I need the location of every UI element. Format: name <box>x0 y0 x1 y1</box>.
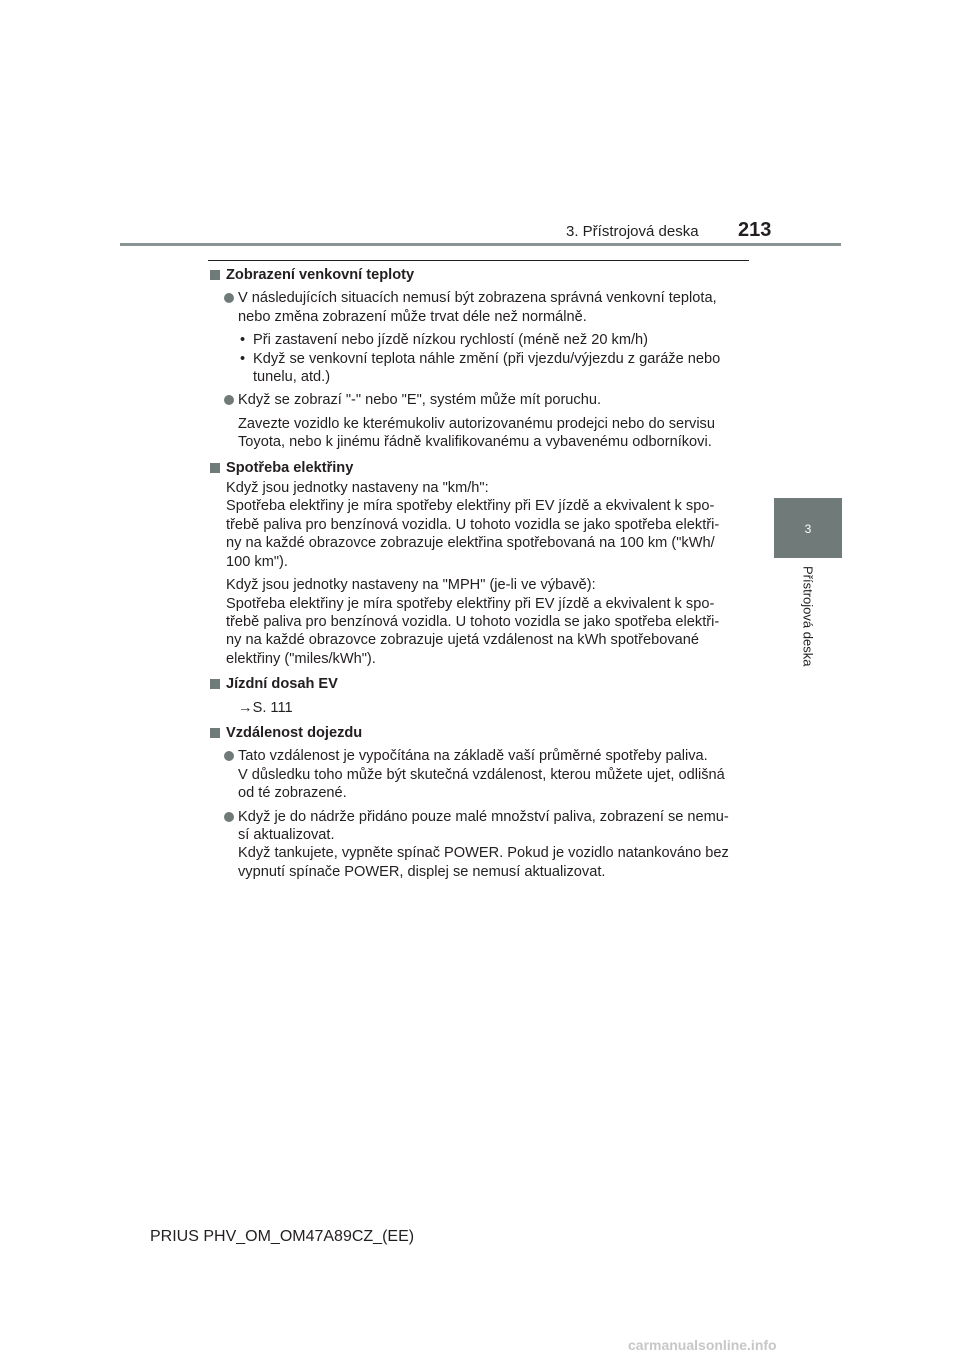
bullet-item <box>210 289 748 326</box>
chapter-side-label-text: Přístrojová deska <box>800 566 816 667</box>
small-bullet-icon: • <box>240 332 246 349</box>
paragraph <box>210 479 748 571</box>
text-line: 100 km"). <box>226 553 288 570</box>
text-line: Spotřeba elektřiny je míra spotřeby elektřiny při EV jízdě a ekvivalent k spo- <box>226 595 715 612</box>
square-bullet-icon <box>210 270 220 280</box>
document-code: PRIUS PHV_OM_OM47A89CZ_(EE) <box>150 1228 415 1245</box>
page-content <box>210 266 748 881</box>
round-bullet-icon <box>224 812 234 822</box>
round-bullet-icon <box>224 293 234 303</box>
bullet-item <box>210 747 748 802</box>
text-line: ny na každé obrazovce zobrazuje elektřina spotřebovaná na 100 km ("kWh/ <box>226 535 715 552</box>
text-line: sí aktualizovat. <box>238 826 335 843</box>
section-heading <box>210 675 748 693</box>
section-title: Vzdálenost dojezdu <box>226 724 363 741</box>
text-line: Když tankujete, vypněte spínač POWER. Pokud je vozidlo natankováno bez <box>238 845 729 862</box>
text-line: Když se venkovní teplota náhle změní (při vjezdu/výjezdu z garáže nebo <box>253 350 721 367</box>
section-title: Spotřeba elektřiny <box>226 459 354 476</box>
text-line: Toyota, nebo k jinému řádně kvalifikovanému a vybavenému odborníkovi. <box>238 434 712 451</box>
chapter-side-label <box>800 566 816 686</box>
text-line: Když je do nádrže přidáno pouze malé množství paliva, zobrazení se nemu- <box>238 808 729 825</box>
text-line: elektřiny ("miles/kWh"). <box>226 650 376 667</box>
chapter-tab[interactable] <box>774 498 842 558</box>
page-reference[interactable] <box>210 699 748 717</box>
text-line: Když jsou jednotky nastaveny na "MPH" (je-li ve výbavě): <box>226 577 596 594</box>
section-heading <box>210 724 748 742</box>
text-line: Když jsou jednotky nastaveny na "km/h": <box>226 480 489 497</box>
text-line: třebě paliva pro benzínová vozidla. U tohoto vozidla se jako spotřeba elektři- <box>226 516 720 533</box>
square-bullet-icon <box>210 463 220 473</box>
content-top-rule <box>208 260 749 261</box>
page-number: 213 <box>738 219 772 241</box>
text-line: Tato vzdálenost je vypočítána na základě vaší průměrné spotřeby paliva. <box>238 748 708 765</box>
square-bullet-icon <box>210 679 220 689</box>
square-bullet-icon <box>210 728 220 738</box>
text-line: ny na každé obrazovce zobrazuje ujetá vzdálenost na kWh spotřebované <box>226 632 699 649</box>
sub-bullet-item <box>210 331 748 349</box>
text-line: Spotřeba elektřiny je míra spotřeby elektřiny při EV jízdě a ekvivalent k spo- <box>226 498 715 515</box>
paragraph <box>210 576 748 668</box>
bullet-item <box>210 391 748 409</box>
section-heading <box>210 266 748 284</box>
text-line: Když se zobrazí "-" nebo "E", systém může mít poruchu. <box>238 392 602 409</box>
text-line: od té zobrazené. <box>238 785 347 802</box>
section-heading <box>210 459 748 477</box>
text-line: V následujících situacích nemusí být zobrazena správná venkovní teplota, <box>238 290 717 307</box>
text-line: nebo změna zobrazení může trvat déle než normálně. <box>238 308 587 325</box>
small-bullet-icon: • <box>240 350 246 367</box>
text-line: tunelu, atd.) <box>253 369 331 386</box>
sub-bullet-item <box>210 350 748 387</box>
section-title: Jízdní dosah EV <box>226 676 338 693</box>
text-line: třebě paliva pro benzínová vozidla. U tohoto vozidla se jako spotřeba elektři- <box>226 613 720 630</box>
paragraph <box>210 415 748 452</box>
round-bullet-icon <box>224 751 234 761</box>
section-title: Zobrazení venkovní teploty <box>226 267 415 283</box>
text-line: V důsledku toho může být skutečná vzdálenost, kterou můžete ujet, odlišná <box>238 766 725 783</box>
page-reference-link[interactable]: →S. 111 <box>238 699 293 716</box>
chapter-tab-number: 3 <box>804 522 812 536</box>
chapter-title: 3. Přístrojová deska <box>566 223 699 240</box>
watermark: carmanualsonline.info <box>628 1337 777 1353</box>
text-line: vypnutí spínače POWER, displej se nemusí aktualizovat. <box>238 863 606 880</box>
round-bullet-icon <box>224 395 234 405</box>
text-line: Při zastavení nebo jízdě nízkou rychlostí (méně než 20 km/h) <box>253 332 649 349</box>
bullet-item <box>210 808 748 882</box>
text-line: Zavezte vozidlo ke kterémukoliv autorizovanému prodejci nebo do servisu <box>238 415 715 432</box>
header-rule <box>120 243 841 246</box>
